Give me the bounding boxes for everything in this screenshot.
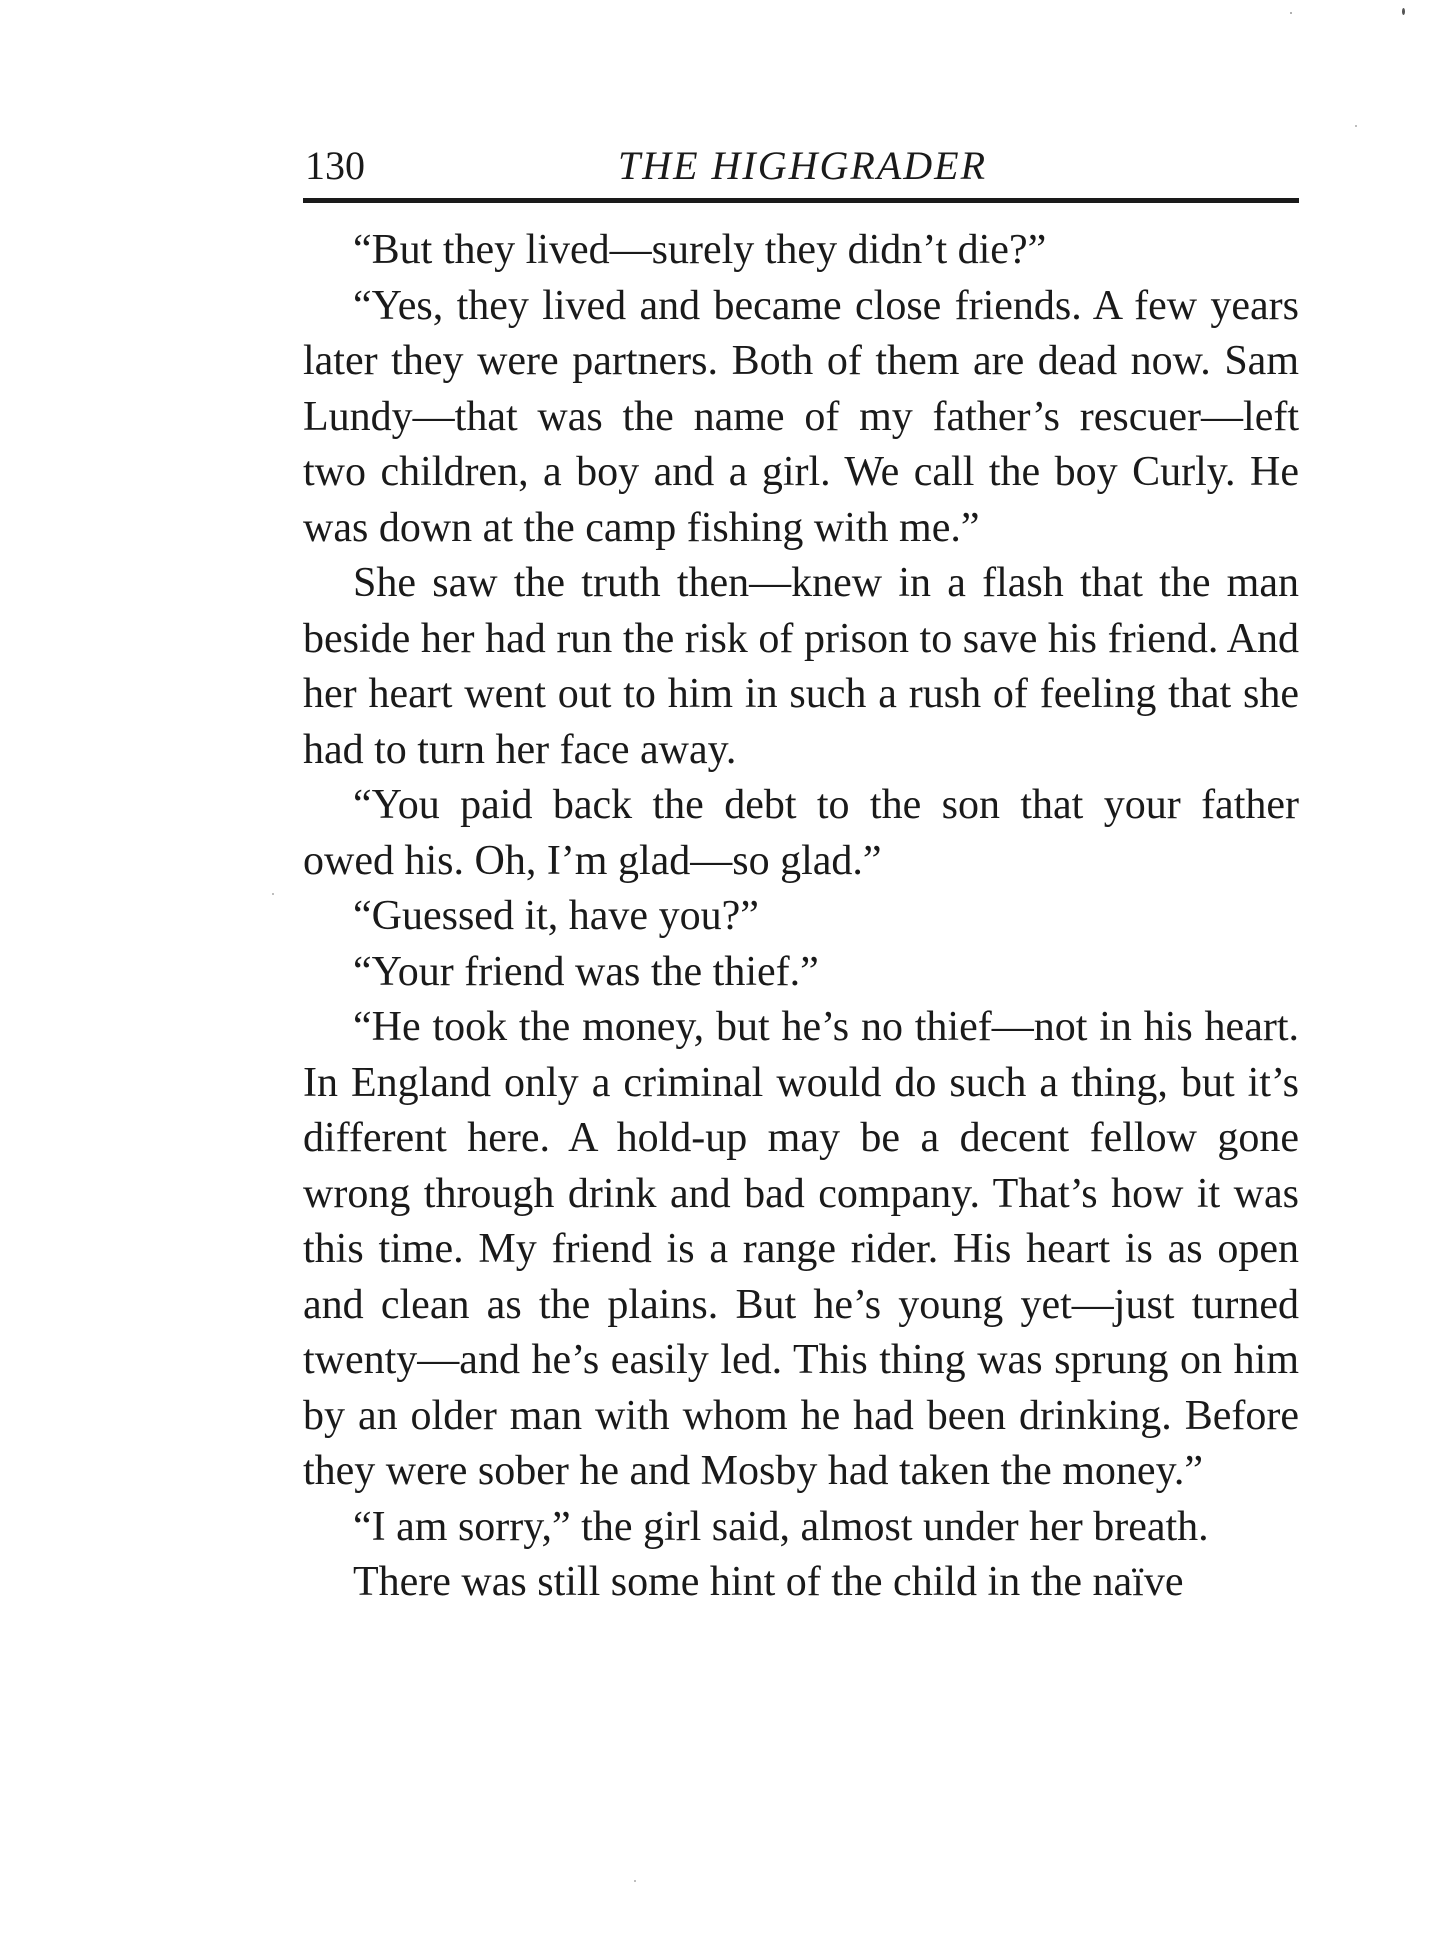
running-head-title: THE HIGHGRADER <box>617 143 988 188</box>
page-number: 130 <box>305 143 365 188</box>
paragraph: “He took the money, but he’s no thief—not in his heart. In England only a criminal would do such a thing, but it’s different here. A hold-up may be a decent fellow gone wrong through drink and bad company. That’s how it was this time. My friend is a range rider. His heart is as open and clean as the plains. But he’s young yet—just turned twenty—and he’s easily led. This thing was sprung on him by an older man with whom he had been drinking. Before they were sober he and Mosby had taken the money.” <box>303 1004 1299 1494</box>
paragraph: “You paid back the debt to the son that your father owed his. Oh, I’m glad—so glad.” <box>303 782 1299 884</box>
scan-speck <box>272 893 274 895</box>
scan-speck <box>1402 8 1405 15</box>
paragraph: “I am sorry,” the girl said, almost under her breath. <box>353 1503 1209 1550</box>
paragraph: “Yes, they lived and became close friends. A few years later they were partners. Both of them are dead now. Sam Lundy—that was the name of my father’s rescuer—left two children, a boy and a girl. We call the boy Curly. He was down at the camp fishing with me.” <box>303 282 1299 551</box>
paragraph: “Guessed it, have you?” <box>353 893 759 939</box>
paragraph: “But they lived—surely they didn’t die?” <box>353 227 1047 273</box>
header-rule <box>303 198 1299 203</box>
scan-speck <box>1355 125 1357 127</box>
scan-speck <box>1290 12 1292 14</box>
paragraph: There was still some hint of the child in the naïve <box>353 1559 1184 1605</box>
scan-speck <box>634 1880 636 1882</box>
page-header <box>305 136 1300 196</box>
body-text <box>303 223 1299 1611</box>
paragraph: She saw the truth then—knew in a flash that the man beside her had run the risk of prison to save his friend. And her heart went out to him in such a rush of feeling that she had to turn her face away. <box>303 560 1299 773</box>
paragraph: “Your friend was the thief.” <box>353 948 819 995</box>
